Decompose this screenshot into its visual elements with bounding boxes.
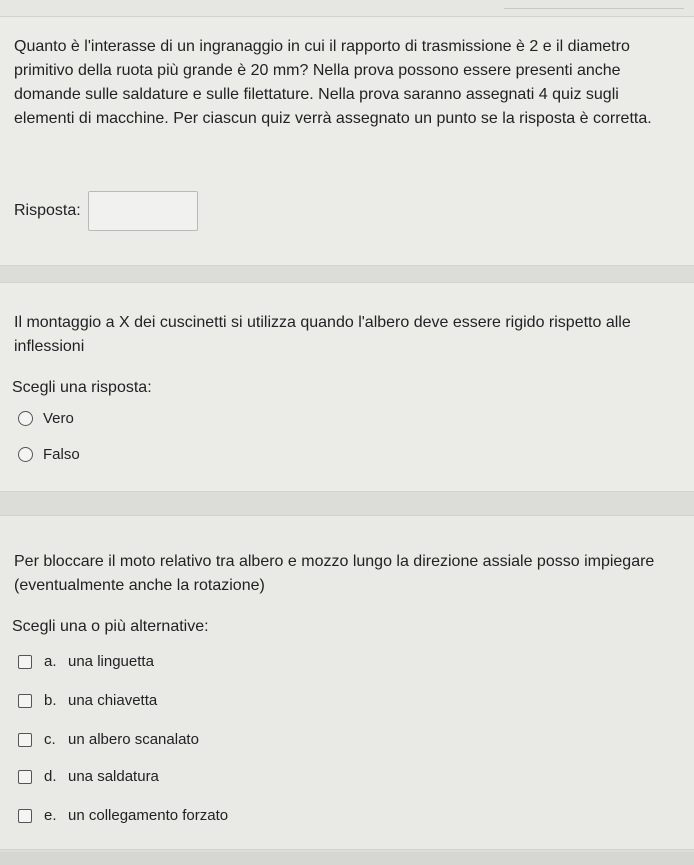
option-letter: d.: [44, 768, 57, 785]
radio-button[interactable]: [18, 447, 33, 462]
answer-row: [14, 191, 198, 231]
question-2-prompt: Scegli una risposta:: [12, 379, 152, 396]
question-3-text: Per bloccare il moto relativo tra albero e mozzo lungo la direzione assiale posso impiegare (eventualmente anche la rotazione): [14, 553, 655, 594]
option-letter: b.: [44, 692, 57, 709]
option-label: una saldatura: [68, 768, 159, 785]
option-label: una linguetta: [68, 653, 154, 670]
question-1-panel: [0, 16, 694, 266]
top-strip: [0, 0, 694, 16]
option-letter: c.: [44, 731, 56, 748]
option-c[interactable]: [18, 731, 199, 748]
checkbox[interactable]: [18, 733, 32, 747]
answer-input[interactable]: [88, 191, 198, 231]
option-a[interactable]: [18, 653, 154, 670]
option-d[interactable]: [18, 768, 159, 785]
question-3-prompt: Scegli una o più alternative:: [12, 618, 209, 635]
option-label: una chiavetta: [68, 692, 158, 709]
divider: [504, 8, 684, 9]
option-label: Falso: [43, 446, 80, 463]
radio-button[interactable]: [18, 411, 33, 426]
checkbox[interactable]: [18, 770, 32, 784]
option-label: un albero scanalato: [68, 731, 199, 748]
option-label: Vero: [43, 410, 74, 427]
option-e[interactable]: [18, 807, 228, 824]
option-vero[interactable]: [18, 410, 74, 427]
option-letter: a.: [44, 653, 57, 670]
checkbox[interactable]: [18, 655, 32, 669]
question-3-panel: [0, 515, 694, 850]
bottom-strip: [0, 852, 694, 865]
option-label: un collegamento forzato: [68, 807, 229, 824]
question-1-text: Quanto è l'interasse di un ingranaggio in cui il rapporto di trasmissione è 2 e il diametro primitivo della ruota più grande è 20 mm? Nella prova possono essere presenti anche domande sulle saldature e sulle filettature. Nella prova saranno assegnati 4 quiz sugli elementi di macchine. Per ciascun quiz verrà assegnato un punto se la risposta è corretta.: [14, 38, 652, 127]
question-2-text: Il montaggio a X dei cuscinetti si utilizza quando l'albero deve essere rigido rispetto alle inflessioni: [14, 314, 631, 355]
option-letter: e.: [44, 807, 57, 824]
checkbox[interactable]: [18, 694, 32, 708]
option-b[interactable]: [18, 692, 157, 709]
answer-label: Risposta:: [14, 202, 81, 219]
checkbox[interactable]: [18, 809, 32, 823]
question-2-panel: [0, 282, 694, 492]
option-falso[interactable]: [18, 446, 80, 463]
